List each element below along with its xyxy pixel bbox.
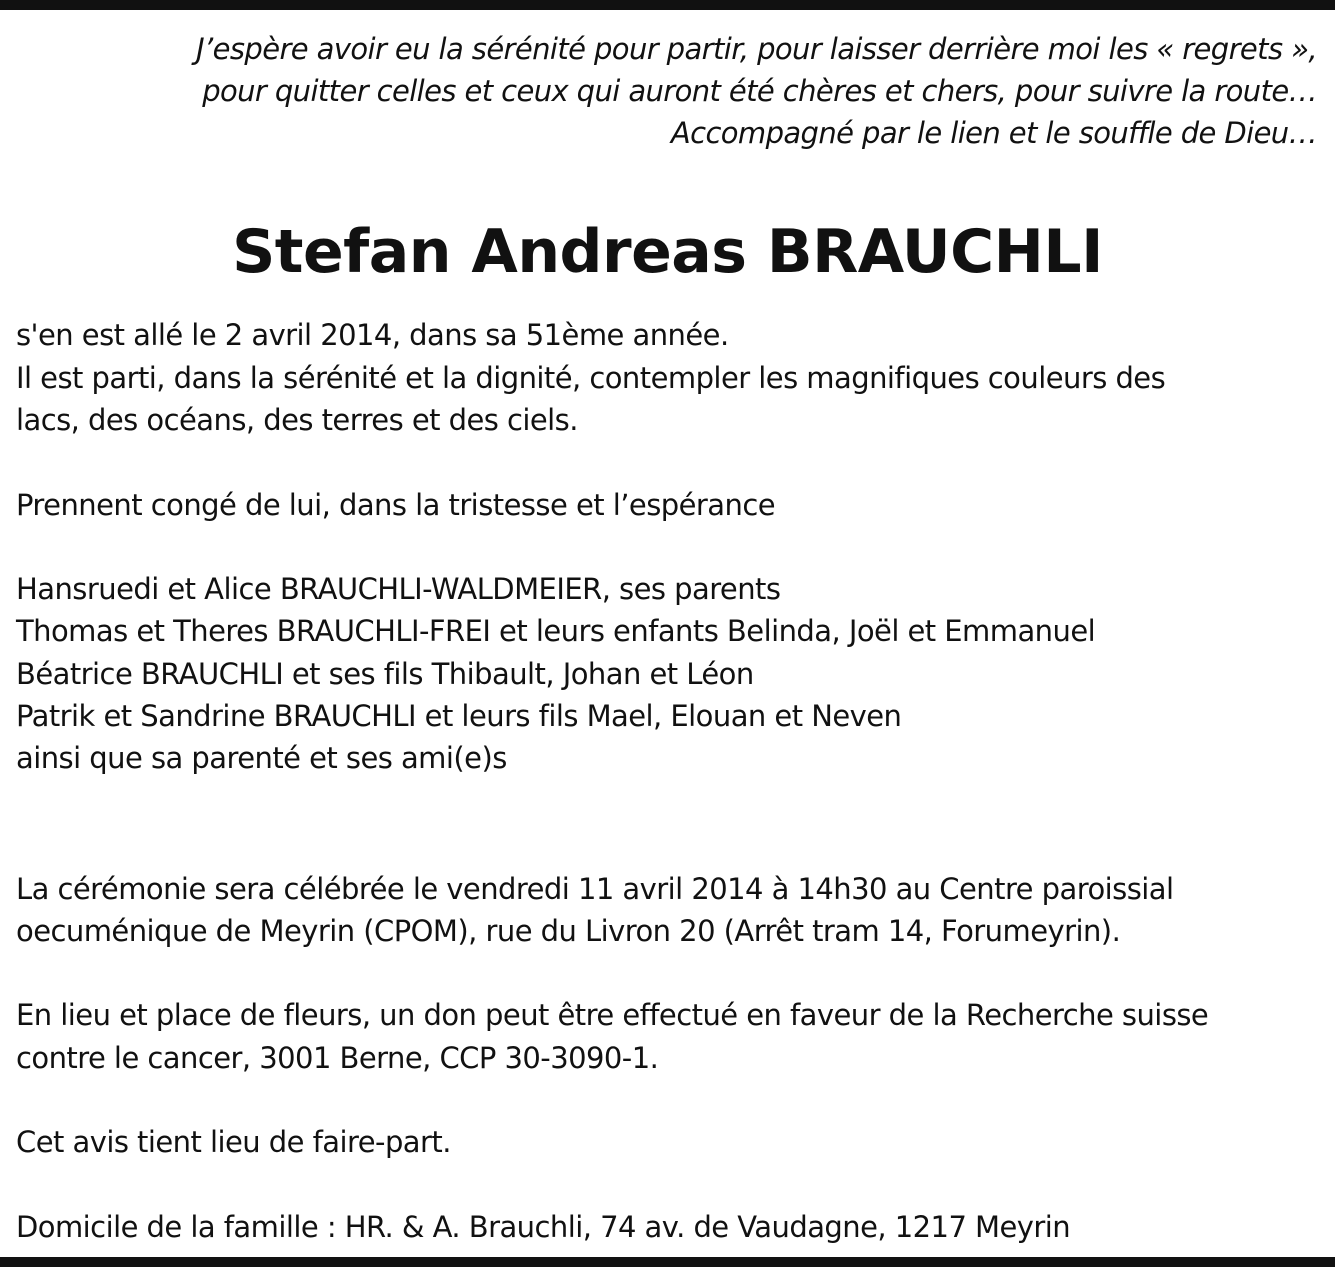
donation-line: En lieu et place de fleurs, un don peut être effectué en faveur de la Recherche suisse <box>16 998 1209 1032</box>
intro-line: lacs, des océans, des terres et des ciels. <box>16 403 578 437</box>
epigraph-line: Accompagné par le lien et le souffle de Dieu… <box>670 116 1317 150</box>
notice-line: Cet avis tient lieu de faire-part. <box>16 1125 451 1159</box>
bottom-border-rule <box>0 1257 1335 1267</box>
intro-line: s'en est allé le 2 avril 2014, dans sa 51ème année. <box>16 318 729 352</box>
epigraph-line: J’espère avoir eu la sérénité pour partir, pour laisser derrière moi les « regrets », <box>196 32 1317 66</box>
family-member-line: Thomas et Theres BRAUCHLI-FREI et leurs enfants Belinda, Joël et Emmanuel <box>16 614 1096 648</box>
top-border-rule <box>0 0 1335 10</box>
epigraph-line: pour quitter celles et ceux qui auront été chères et chers, pour suivre la route… <box>202 74 1317 108</box>
donation-line: contre le cancer, 3001 Berne, CCP 30-3090-1. <box>16 1041 659 1075</box>
family-member-line: Hansruedi et Alice BRAUCHLI-WALDMEIER, ses parents <box>16 572 781 606</box>
epigraph-quote <box>27 28 1317 154</box>
family-address: Domicile de la famille : HR. & A. Brauchli, 74 av. de Vaudagne, 1217 Meyrin <box>16 1210 1071 1244</box>
deceased-name: Stefan Andreas BRAUCHLI <box>232 217 1103 287</box>
intro-line: Il est parti, dans la sérénité et la dignité, contempler les magnifiques couleurs des <box>16 361 1166 395</box>
ceremony-line: La cérémonie sera célébrée le vendredi 11 avril 2014 à 14h30 au Centre paroissial <box>16 872 1174 906</box>
family-member-line: ainsi que sa parenté et ses ami(e)s <box>16 741 507 775</box>
family-member-line: Patrik et Sandrine BRAUCHLI et leurs fils Mael, Elouan et Neven <box>16 699 902 733</box>
family-member-line: Béatrice BRAUCHLI et ses fils Thibault, Johan et Léon <box>16 657 754 691</box>
farewell-intro: Prennent congé de lui, dans la tristesse et l’espérance <box>16 488 776 522</box>
ceremony-line: oecuménique de Meyrin (CPOM), rue du Livron 20 (Arrêt tram 14, Forumeyrin). <box>16 914 1121 948</box>
